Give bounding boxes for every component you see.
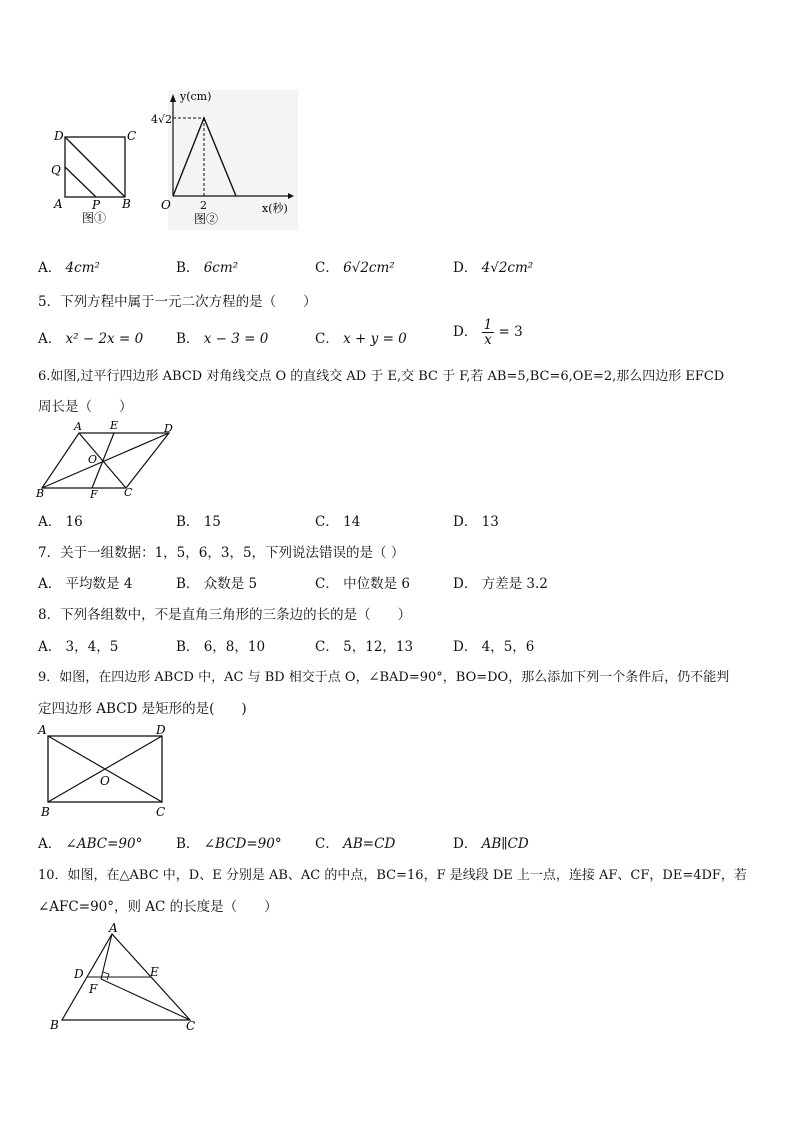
figure-caption: 图② — [194, 212, 219, 226]
option-letter: C． — [315, 260, 339, 276]
option-letter: A． — [38, 576, 62, 592]
option-text: ∠BCD=90° — [203, 836, 282, 852]
q9-option-a[interactable] — [38, 832, 142, 852]
q9-stem-line1: 9．如图，在四边形 ABCD 中，AC 与 BD 相交于点 O，∠BAD=90°，BO=DO，那么添加下列一个条件后，仍不能判 — [38, 670, 730, 685]
option-letter: A． — [38, 260, 62, 276]
option-text: 6√2cm² — [343, 260, 395, 276]
option-letter: B． — [176, 639, 200, 655]
label-A: A — [38, 723, 47, 737]
option-letter: D． — [453, 576, 478, 592]
q7-option-c[interactable] — [315, 572, 410, 592]
q6-stem-line1: 6.如图,过平行四边形 ABCD 对角线交点 O 的直线交 AD 于 E,交 BC 于 F,若 AB=5,BC=6,OE=2,那么四边形 EFCD — [38, 369, 725, 384]
q9-figure — [36, 722, 176, 820]
figure-caption: 图① — [82, 211, 107, 225]
option-text: x + y = 0 — [343, 331, 407, 347]
q10-figure — [44, 922, 206, 1034]
option-text: 平均数是 4 — [65, 576, 133, 592]
option-letter: B． — [176, 514, 200, 530]
label-D: D — [156, 723, 166, 737]
option-letter: B． — [176, 836, 200, 852]
option-letter: C． — [315, 639, 339, 655]
option-letter: D． — [453, 836, 478, 852]
label-F: F — [89, 982, 98, 996]
y-tick-label: 4√2 — [151, 113, 173, 126]
q8-option-b[interactable] — [176, 635, 265, 655]
q7-option-b[interactable] — [176, 572, 257, 592]
option-text: x − 3 = 0 — [203, 331, 269, 347]
q6-stem-line2: 周长是（ ） — [38, 399, 133, 415]
q8-option-c[interactable] — [315, 635, 413, 655]
label-O: O — [100, 774, 110, 788]
label-C: C — [124, 486, 133, 499]
option-text: 4，5，6 — [481, 639, 535, 655]
option-text: 4√2cm² — [481, 260, 534, 276]
q4-option-b[interactable] — [176, 256, 238, 276]
q4-figure-2 — [148, 88, 300, 233]
label-B: B — [41, 805, 50, 819]
label-F: F — [90, 488, 98, 501]
q5-option-d[interactable] — [453, 318, 523, 347]
option-text: = 3 — [498, 324, 523, 340]
option-letter: A． — [38, 836, 62, 852]
option-text: 15 — [203, 514, 221, 530]
origin-label: O — [161, 198, 171, 212]
label-A: A — [74, 420, 82, 433]
q8-option-d[interactable] — [453, 635, 534, 655]
fraction-denominator: x — [484, 332, 492, 348]
option-letter: A． — [38, 514, 62, 530]
q7-option-a[interactable] — [38, 572, 132, 592]
label-O: O — [88, 453, 98, 466]
option-letter: B． — [176, 576, 200, 592]
option-text: x² − 2x = 0 — [65, 331, 144, 347]
label-E: E — [150, 965, 159, 979]
option-letter: C． — [315, 576, 339, 592]
option-text: 14 — [343, 514, 361, 530]
option-letter: D． — [453, 324, 478, 340]
q7-stem: 7．关于一组数据：1，5，6，3，5，下列说法错误的是（ ） — [38, 545, 405, 561]
option-letter: A． — [38, 331, 62, 347]
fraction-numerator: 1 — [483, 317, 493, 333]
y-axis-label: y(cm) — [180, 90, 212, 103]
label-A: A — [109, 922, 118, 935]
option-text: 中位数是 6 — [343, 576, 411, 592]
q5-stem: 5．下列方程中属于一元二次方程的是（ ） — [38, 294, 317, 310]
option-letter: C． — [315, 836, 339, 852]
option-text: ∠ABC=90° — [65, 836, 143, 852]
q9-stem-line2: 定四边形 ABCD 是矩形的是( ) — [38, 701, 247, 717]
q9-option-c[interactable] — [315, 832, 395, 852]
q7-option-d[interactable] — [453, 572, 548, 592]
label-C: C — [127, 129, 137, 143]
fraction — [482, 318, 495, 347]
q4-option-c[interactable] — [315, 256, 395, 276]
q4-figure-1 — [48, 125, 138, 230]
x-axis-label: x(秒) — [262, 202, 288, 215]
label-E: E — [110, 419, 119, 432]
q5-option-c[interactable] — [315, 327, 407, 347]
q6-option-d[interactable] — [453, 510, 499, 530]
x-tick-label: 2 — [200, 199, 207, 212]
q10-stem-line2: ∠AFC=90°，则 AC 的长度是（ ） — [38, 899, 278, 915]
q9-option-d[interactable] — [453, 832, 529, 852]
label-D: D — [74, 967, 84, 981]
q6-option-a[interactable] — [38, 510, 83, 530]
option-letter: D． — [453, 514, 478, 530]
label-Q: Q — [51, 163, 61, 177]
option-text: AB∥CD — [481, 836, 529, 852]
option-letter: D． — [453, 639, 478, 655]
q10-stem-line1: 10．如图，在△ABC 中，D、E 分别是 AB、AC 的中点，BC=16，F 是线段 DE 上一点，连接 AF、CF，DE=4DF，若 — [38, 868, 747, 883]
option-letter: D． — [453, 260, 478, 276]
label-B: B — [122, 197, 131, 211]
option-text: AB=CD — [343, 836, 396, 852]
option-text: 6，8，10 — [203, 639, 266, 655]
q6-figure — [34, 418, 184, 502]
option-text: 13 — [481, 514, 499, 530]
q5-option-b[interactable] — [176, 327, 268, 347]
q6-option-b[interactable] — [176, 510, 221, 530]
q9-option-b[interactable] — [176, 832, 282, 852]
label-B: B — [36, 487, 45, 500]
option-letter: B． — [176, 260, 200, 276]
option-letter: C． — [315, 514, 339, 530]
q6-option-c[interactable] — [315, 510, 360, 530]
option-letter: C． — [315, 331, 339, 347]
option-text: 4cm² — [65, 260, 100, 276]
option-text: 5，12，13 — [343, 639, 414, 655]
label-D: D — [54, 129, 64, 143]
q8-option-a[interactable] — [38, 635, 118, 655]
option-letter: A． — [38, 639, 62, 655]
option-text: 方差是 3.2 — [481, 576, 548, 592]
option-text: 3，4，5 — [65, 639, 119, 655]
label-D: D — [164, 422, 173, 435]
label-A: A — [54, 197, 63, 211]
q8-stem: 8．下列各组数中，不是直角三角形的三条边的长的是（ ） — [38, 607, 412, 623]
q4-option-d[interactable] — [453, 256, 533, 276]
q4-option-a[interactable] — [38, 256, 100, 276]
label-P: P — [92, 198, 101, 212]
label-B: B — [50, 1018, 59, 1032]
label-C: C — [156, 805, 166, 819]
option-text: 众数是 5 — [203, 576, 258, 592]
q5-option-a[interactable] — [38, 327, 143, 347]
option-text: 6cm² — [203, 260, 239, 276]
option-letter: B． — [176, 331, 200, 347]
label-C: C — [186, 1019, 196, 1033]
option-text: 16 — [65, 514, 83, 530]
